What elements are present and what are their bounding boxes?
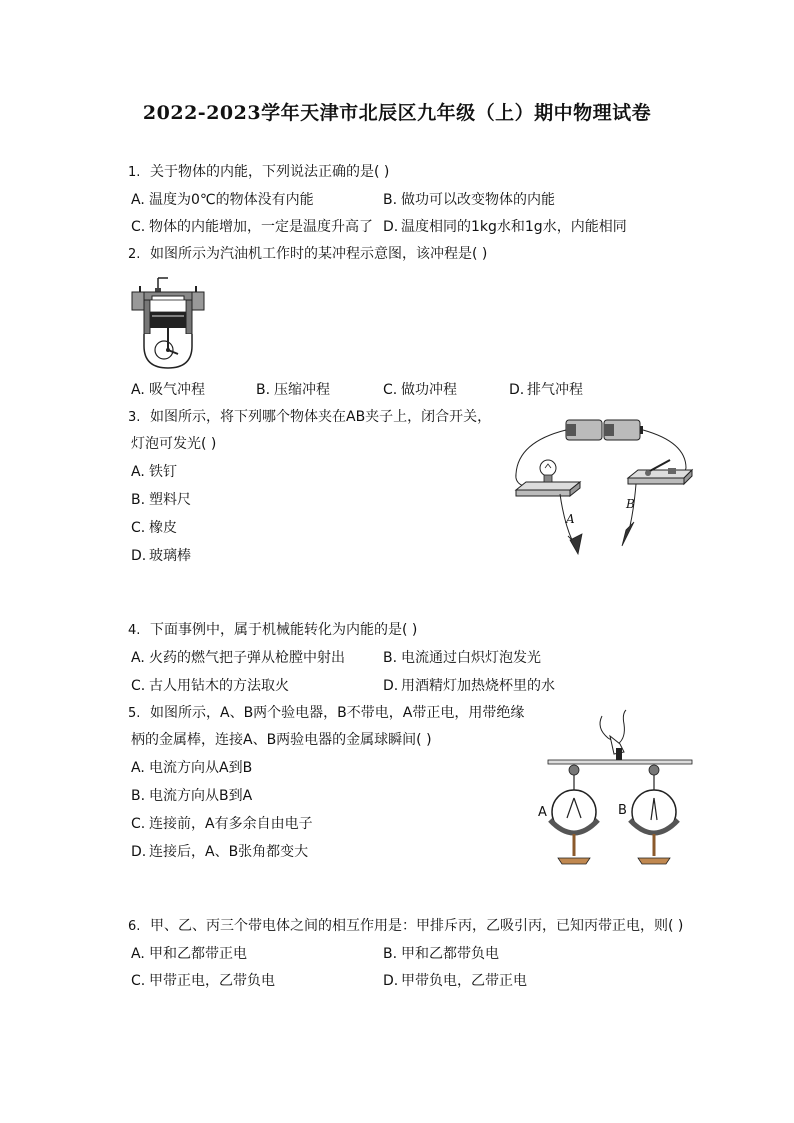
q3-option-a[interactable]: A. 铁钉 bbox=[131, 464, 177, 480]
electroscope-a-label: A bbox=[538, 805, 547, 820]
question-6-stem bbox=[128, 917, 683, 936]
question-number: 5. bbox=[128, 706, 141, 721]
question-5-stem bbox=[128, 704, 524, 723]
q4-option-c[interactable]: C. 古人用钻木的方法取火 bbox=[131, 678, 289, 694]
question-number: 6. bbox=[128, 919, 141, 934]
q6-option-c[interactable]: C. 甲带正电，乙带负电 bbox=[131, 973, 275, 989]
question-2-stem bbox=[128, 245, 487, 264]
q2-option-a[interactable]: A. 吸气冲程 bbox=[131, 382, 205, 398]
question-3-stem bbox=[128, 408, 491, 427]
q5-option-a[interactable]: A. 电流方向从A到B bbox=[131, 760, 253, 776]
circuit-figure bbox=[508, 412, 698, 562]
electroscope-b-label: B bbox=[618, 803, 627, 818]
question-text: 如图所示，A、B两个验电器，B不带电，A带正电，用带绝缘 bbox=[150, 705, 525, 721]
q6-option-d[interactable]: D. 甲带负电，乙带正电 bbox=[383, 973, 527, 989]
q5-option-b[interactable]: B. 电流方向从B到A bbox=[131, 788, 253, 804]
q4-option-a[interactable]: A. 火药的燃气把子弹从枪膛中射出 bbox=[131, 650, 345, 666]
clip-b-label: B bbox=[626, 497, 635, 511]
question-text: 关于物体的内能，下列说法正确的是( ) bbox=[150, 164, 390, 180]
question-text: 如图所示，将下列哪个物体夹在AB夹子上，闭合开关， bbox=[150, 409, 492, 425]
q4-option-b[interactable]: B. 电流通过白炽灯泡发光 bbox=[383, 650, 541, 666]
question-text: 如图所示为汽油机工作时的某冲程示意图，该冲程是( ) bbox=[150, 246, 488, 262]
q2-option-c[interactable]: C. 做功冲程 bbox=[383, 382, 457, 398]
question-3-stem-cont: 灯泡可发光( ) bbox=[131, 436, 217, 452]
q3-option-c[interactable]: C. 橡皮 bbox=[131, 520, 177, 536]
q6-option-a[interactable]: A. 甲和乙都带正电 bbox=[131, 946, 247, 962]
q3-option-d[interactable]: D. 玻璃棒 bbox=[131, 548, 191, 564]
q6-option-b[interactable]: B. 甲和乙都带负电 bbox=[383, 946, 499, 962]
question-1-stem bbox=[128, 163, 389, 182]
question-number: 3. bbox=[128, 410, 141, 425]
question-number: 1. bbox=[128, 165, 141, 180]
question-number: 4. bbox=[128, 623, 141, 638]
q1-option-c[interactable]: C. 物体的内能增加，一定是温度升高了 bbox=[131, 219, 373, 235]
electroscope-figure bbox=[534, 708, 694, 870]
q4-option-d[interactable]: D. 用酒精灯加热烧杯里的水 bbox=[383, 678, 555, 694]
question-5-stem-cont: 柄的金属棒，连接A、B两验电器的金属球瞬间( ) bbox=[131, 732, 432, 748]
q1-option-d[interactable]: D. 温度相同的1kg水和1g水，内能相同 bbox=[383, 219, 627, 235]
question-text: 甲、乙、丙三个带电体之间的相互作用是：甲排斥丙，乙吸引丙，已知丙带正电，则( ) bbox=[150, 918, 684, 934]
q2-option-b[interactable]: B. 压缩冲程 bbox=[256, 382, 330, 398]
clip-a-label: A bbox=[566, 512, 575, 526]
q2-option-d[interactable]: D. 排气冲程 bbox=[509, 382, 583, 398]
page-title: 2022-2023学年天津市北辰区九年级（上）期中物理试卷 bbox=[142, 102, 652, 124]
q1-option-b[interactable]: B. 做功可以改变物体的内能 bbox=[383, 192, 555, 208]
question-text: 下面事例中，属于机械能转化为内能的是( ) bbox=[150, 622, 418, 638]
q5-option-c[interactable]: C. 连接前，A有多余自由电子 bbox=[131, 816, 313, 832]
q1-option-a[interactable]: A. 温度为0℃的物体没有内能 bbox=[131, 192, 314, 208]
q5-option-d[interactable]: D. 连接后，A、B张角都变大 bbox=[131, 844, 309, 860]
question-number: 2. bbox=[128, 247, 141, 262]
q3-option-b[interactable]: B. 塑料尺 bbox=[131, 492, 191, 508]
question-4-stem bbox=[128, 621, 417, 640]
engine-stroke-figure bbox=[128, 276, 208, 372]
